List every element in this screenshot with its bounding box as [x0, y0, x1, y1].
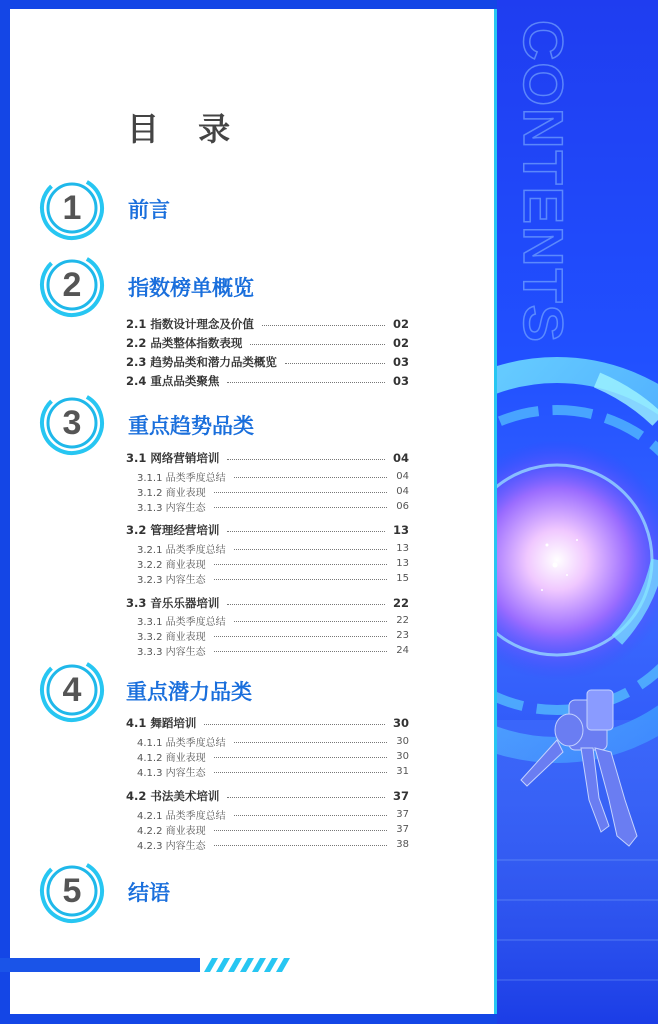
dotted-leader — [214, 579, 387, 580]
toc-entry-page: 13 — [393, 523, 410, 537]
toc-entry-page: 15 — [396, 573, 409, 584]
dotted-leader — [227, 459, 385, 460]
toc-entry-label: 4.1.2 商业表现 — [137, 753, 206, 764]
toc-entry[interactable] — [126, 450, 409, 466]
toc-entry[interactable] — [137, 484, 409, 499]
toc-entry-label: 4.1.1 品类季度总结 — [137, 738, 226, 749]
toc-entry-label: 2.1 指数设计理念及价值 — [126, 317, 254, 331]
toc-entry[interactable] — [126, 335, 409, 351]
toc-entry-label: 4.2.1 品类季度总结 — [137, 811, 226, 822]
toc-entry-label: 3.2.2 商业表现 — [137, 560, 206, 571]
toc-entry-label: 3.3.2 商业表现 — [137, 632, 206, 643]
toc-entry-page: 24 — [396, 645, 409, 656]
stripe-decoration — [196, 958, 296, 972]
toc-entry-page: 04 — [396, 486, 409, 497]
section-2-title[interactable]: 指数榜单概览 — [128, 276, 254, 300]
dotted-leader — [214, 845, 387, 846]
page-title: 目 录 — [127, 110, 245, 148]
dotted-leader — [234, 742, 387, 743]
toc-entry-page: 37 — [396, 809, 409, 820]
toc-entry-label: 3.1.2 商业表现 — [137, 488, 206, 499]
dotted-leader — [227, 382, 385, 383]
toc-entry[interactable] — [137, 628, 409, 643]
toc-entry-label: 3.3 音乐乐器培训 — [126, 596, 220, 610]
toc-entry-page: 22 — [396, 615, 409, 626]
toc-entry-label: 2.4 重点品类聚焦 — [126, 374, 220, 388]
toc-entry[interactable] — [137, 807, 409, 822]
dotted-leader — [285, 363, 385, 364]
toc-entry-label: 4.1.3 内容生态 — [137, 768, 206, 779]
toc-entry-page: 38 — [396, 839, 409, 850]
dotted-leader — [214, 651, 387, 652]
dotted-leader — [227, 797, 385, 798]
toc-entry-label: 2.2 品类整体指数表现 — [126, 336, 243, 350]
toc-entry-label: 3.3.3 内容生态 — [137, 647, 206, 658]
toc-entry-page: 23 — [396, 630, 409, 641]
dotted-leader — [234, 815, 387, 816]
toc-entry[interactable] — [137, 764, 409, 779]
toc-entry[interactable] — [137, 643, 409, 658]
toc-entry[interactable] — [126, 522, 409, 538]
toc-entry[interactable] — [126, 715, 409, 731]
section-5-number-badge — [39, 858, 105, 924]
dotted-leader — [234, 621, 387, 622]
section-4-number-badge — [39, 657, 105, 723]
section-3-number-badge — [39, 390, 105, 456]
dotted-leader — [204, 724, 385, 725]
cover-artwork — [497, 0, 658, 1024]
toc-entry-page: 04 — [396, 471, 409, 482]
toc-entry[interactable] — [137, 749, 409, 764]
section-4-title[interactable]: 重点潜力品类 — [126, 680, 252, 704]
toc-entry-page: 22 — [393, 596, 410, 610]
dotted-leader — [214, 772, 387, 773]
contents-watermark: CONTENTS — [512, 20, 575, 344]
section-3-title[interactable]: 重点趋势品类 — [128, 414, 254, 438]
dotted-leader — [227, 531, 385, 532]
toc-entry-page: 13 — [396, 543, 409, 554]
toc-entry-page: 37 — [393, 789, 410, 803]
section-5-title[interactable]: 结语 — [128, 881, 170, 905]
toc-entry[interactable] — [137, 837, 409, 852]
toc-entry[interactable] — [137, 541, 409, 556]
toc-entry[interactable] — [137, 734, 409, 749]
dotted-leader — [214, 830, 387, 831]
toc-entry-label: 3.1 网络营销培训 — [126, 451, 220, 465]
section-number: 2 — [62, 266, 82, 304]
toc-entry[interactable] — [137, 469, 409, 484]
dotted-leader — [262, 325, 385, 326]
toc-entry-label: 3.2.3 内容生态 — [137, 575, 206, 586]
toc-entry-page: 31 — [396, 766, 409, 777]
section-number: 3 — [62, 404, 82, 442]
toc-entry[interactable] — [137, 556, 409, 571]
dotted-leader — [214, 757, 387, 758]
toc-entry-page: 30 — [393, 716, 410, 730]
toc-entry-page: 30 — [396, 751, 409, 762]
toc-entry[interactable] — [126, 316, 409, 332]
toc-entry[interactable] — [137, 571, 409, 586]
toc-entry-page: 06 — [396, 501, 409, 512]
toc-entry[interactable] — [137, 613, 409, 628]
toc-entry-page: 04 — [393, 451, 410, 465]
toc-entry[interactable] — [126, 595, 409, 611]
dotted-leader — [214, 507, 387, 508]
toc-entry-page: 37 — [396, 824, 409, 835]
dotted-leader — [250, 344, 385, 345]
toc-entry-label: 3.3.1 品类季度总结 — [137, 617, 226, 628]
toc-entry-label: 2.3 趋势品类和潜力品类概览 — [126, 355, 277, 369]
toc-entry-label: 4.2.3 内容生态 — [137, 841, 206, 852]
dotted-leader — [234, 477, 387, 478]
dotted-leader — [214, 636, 387, 637]
section-number: 4 — [62, 671, 82, 709]
section-1-number-badge — [39, 175, 105, 241]
toc-entry[interactable] — [126, 373, 409, 389]
toc-entry-page: 13 — [396, 558, 409, 569]
section-number: 5 — [62, 872, 82, 910]
toc-entry-label: 4.2 书法美术培训 — [126, 789, 220, 803]
toc-entry-label: 4.2.2 商业表现 — [137, 826, 206, 837]
toc-entry-label: 3.2.1 品类季度总结 — [137, 545, 226, 556]
dotted-leader — [234, 549, 387, 550]
toc-entry-label: 3.2 管理经营培训 — [126, 523, 220, 537]
toc-entry-page: 30 — [396, 736, 409, 747]
toc-entry-label: 3.1.1 品类季度总结 — [137, 473, 226, 484]
dotted-leader — [227, 604, 385, 605]
toc-entry[interactable] — [126, 788, 409, 804]
toc-entry[interactable] — [137, 499, 409, 514]
bottom-accent-bar — [0, 958, 200, 972]
toc-entry-label: 4.1 舞蹈培训 — [126, 716, 197, 730]
toc-entry-page: 02 — [393, 317, 410, 331]
toc-entry-label: 3.1.3 内容生态 — [137, 503, 206, 514]
dotted-leader — [214, 564, 387, 565]
toc-entry-page: 03 — [393, 374, 410, 388]
section-2-number-badge — [39, 252, 105, 318]
toc-entry-page: 03 — [393, 355, 410, 369]
section-1-title[interactable]: 前言 — [128, 198, 170, 222]
toc-entry-page: 02 — [393, 336, 410, 350]
dotted-leader — [214, 492, 387, 493]
toc-entry[interactable] — [126, 354, 409, 370]
section-number: 1 — [62, 189, 82, 227]
toc-entry[interactable] — [137, 822, 409, 837]
